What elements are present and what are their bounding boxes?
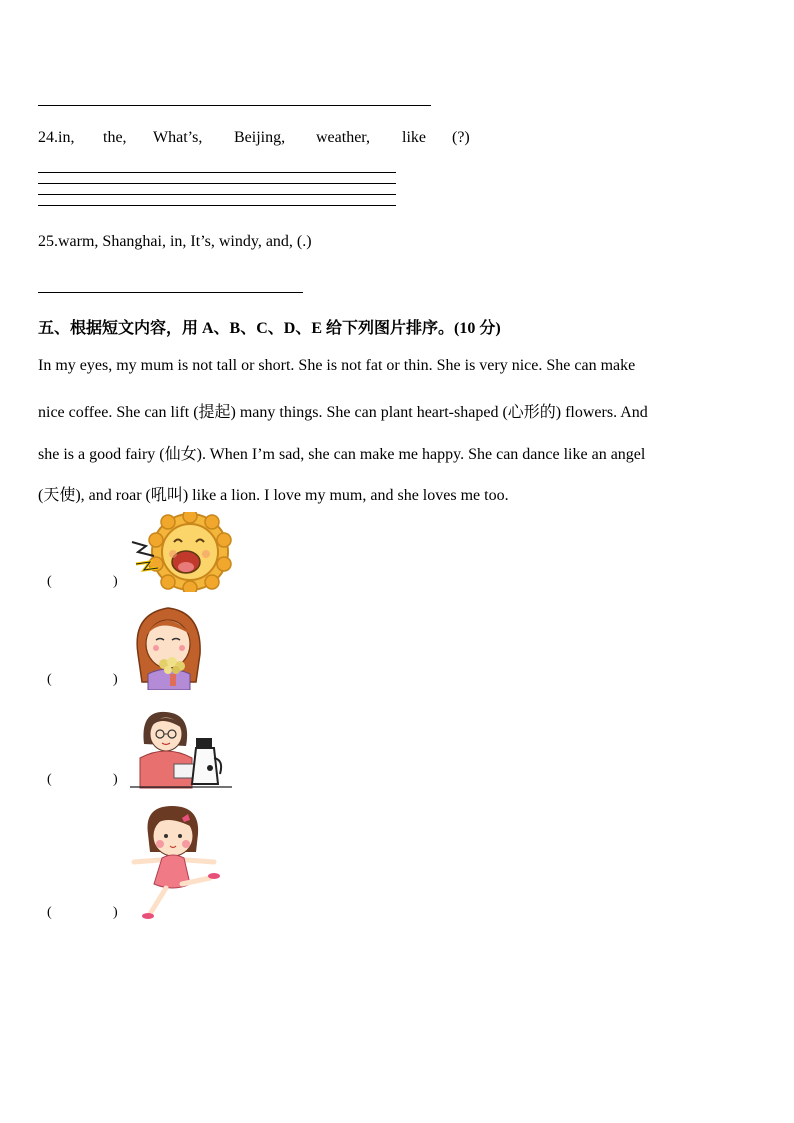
q24-word-1 [38,129,74,147]
paren-close: ) [113,772,118,787]
paren-close: ) [113,905,118,920]
paren-open: ( [47,574,52,589]
woman-making-coffee-icon [130,708,232,790]
answer-line-q24-4[interactable] [38,205,396,206]
q24-number: 24. [38,129,58,146]
paren-open: ( [47,672,52,687]
q24-word-6: like [402,129,426,146]
answer-line-q24-3[interactable] [38,194,396,195]
paren-open: ( [47,772,52,787]
q24-word-4: Beijing, [234,129,286,146]
passage-line-3: she is a good fairy (仙女). When I’m sad, she can make me happy. She can dance like an angel [38,446,646,463]
paren-close: ) [113,672,118,687]
girl-with-flowers-icon [130,604,206,690]
q24-word-7: (?) [452,129,470,146]
paren-close: ) [113,574,118,589]
q24-word-text: in, [58,129,75,146]
passage-line-1: In my eyes, my mum is not tall or short. She is not fat or thin. She is very nice. She can make [38,357,636,374]
answer-line-q24-2[interactable] [38,183,396,184]
dancing-girl-icon [130,804,222,922]
question-25: 25.warm, Shanghai, in, It’s, windy, and, (.) [38,233,312,250]
answer-line-q23[interactable] [38,105,431,106]
answer-line-q24-1[interactable] [38,172,396,173]
answer-line-q25[interactable] [38,292,303,293]
q24-word-3: What’s, [153,129,203,146]
q24-word-5: weather, [316,129,370,146]
roaring-lion-icon [128,512,232,592]
section-5-title: 五、根据短文内容，用 A、B、C、D、E 给下列图片排序。(10 分) [38,320,501,337]
paren-open: ( [47,905,52,920]
q24-word-2: the, [103,129,127,146]
passage-line-2: nice coffee. She can lift (提起) many things. She can plant heart-shaped (心形的) flowers. And [38,404,648,421]
passage-line-4: (天使), and roar (吼叫) like a lion. I love my mum, and she loves me too. [38,487,509,504]
